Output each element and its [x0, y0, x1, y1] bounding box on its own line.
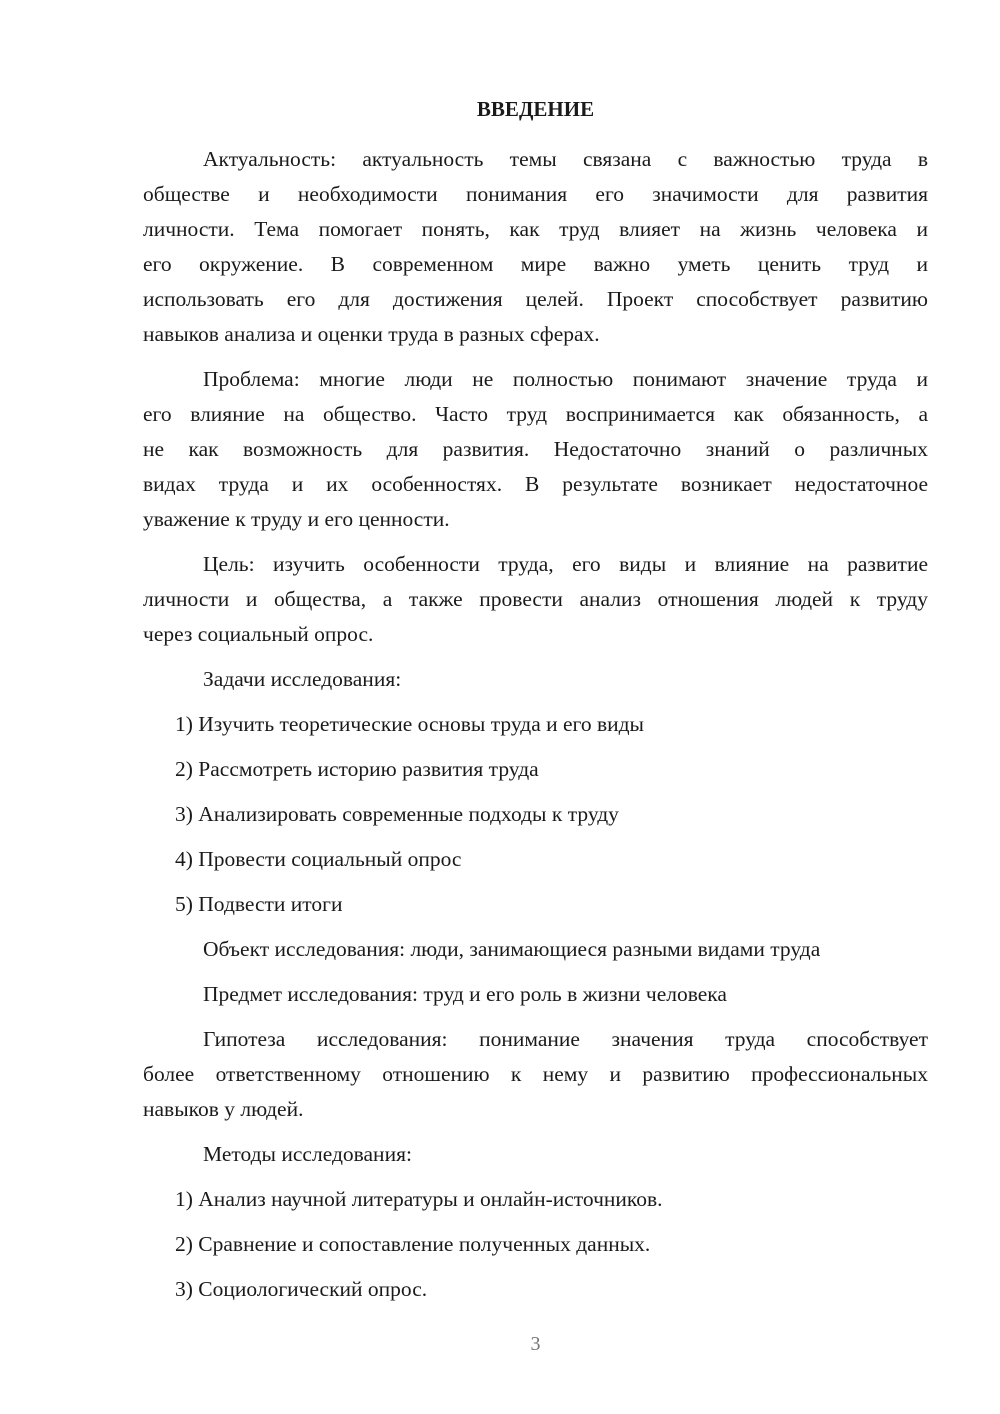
list-item	[143, 1227, 928, 1262]
paragraph	[143, 1137, 928, 1172]
text-line: уважение к труду и его ценности.	[143, 507, 450, 531]
paragraph	[143, 362, 928, 537]
text-line: Гипотеза исследования: понимание значения труда способствует	[203, 1027, 928, 1051]
list-item	[143, 887, 928, 922]
paragraph	[143, 977, 928, 1012]
text-line: Объект исследования: люди, занимающиеся разными видами труда	[203, 937, 821, 961]
text-line: навыков анализа и оценки труда в разных сферах.	[143, 322, 600, 346]
text-line: через социальный опрос.	[143, 622, 374, 646]
text-line: 1) Изучить теоретические основы труда и его виды	[175, 712, 644, 736]
document-page	[143, 92, 928, 1307]
paragraph	[143, 1022, 928, 1127]
text-line: 2) Сравнение и сопоставление полученных данных.	[175, 1232, 651, 1256]
list-item	[143, 752, 928, 787]
paragraph	[143, 662, 928, 697]
text-line: Методы исследования:	[203, 1142, 412, 1166]
text-line: Проблема: многие люди не полностью понимают значение труда и	[203, 367, 928, 391]
text-line: личности. Тема помогает понять, как труд влияет на жизнь человека и	[143, 217, 928, 241]
paragraph	[143, 547, 928, 652]
section-title: ВВЕДЕНИЕ	[476, 97, 595, 121]
text-line: не как возможность для развития. Недостаточно знаний о различных	[143, 437, 928, 461]
text-line: Цель: изучить особенности труда, его виды и влияние на развитие	[203, 552, 928, 576]
text-line: 3) Анализировать современные подходы к труду	[175, 802, 619, 826]
text-line: использовать его для достижения целей. Проект способствует развитию	[143, 287, 928, 311]
document-body	[143, 142, 928, 1307]
text-line: более ответственному отношению к нему и развитию профессиональных	[143, 1062, 928, 1086]
list-item	[143, 842, 928, 877]
list-item	[143, 1272, 928, 1307]
text-line: личности и общества, а также провести анализ отношения людей к труду	[143, 587, 928, 611]
paragraph	[143, 142, 928, 352]
list-item	[143, 707, 928, 742]
text-line: Задачи исследования:	[203, 667, 402, 691]
text-line: Актуальность: актуальность темы связана с важностью труда в	[203, 147, 928, 171]
text-line: 3) Социологический опрос.	[175, 1277, 428, 1301]
text-line: 5) Подвести итоги	[175, 892, 343, 916]
text-line: его влияние на общество. Часто труд воспринимается как обязанность, а	[143, 402, 928, 426]
text-line: 4) Провести социальный опрос	[175, 847, 462, 871]
text-line: его окружение. В современном мире важно уметь ценить труд и	[143, 252, 928, 276]
text-line: видах труда и их особенностях. В результате возникает недостаточное	[143, 472, 928, 496]
text-line: 1) Анализ научной литературы и онлайн-источников.	[175, 1187, 663, 1211]
text-line: Предмет исследования: труд и его роль в жизни человека	[203, 982, 727, 1006]
page-number: 3	[530, 1333, 541, 1355]
text-line: 2) Рассмотреть историю развития труда	[175, 757, 539, 781]
paragraph	[143, 932, 928, 967]
text-line: обществе и необходимости понимания его значимости для развития	[143, 182, 928, 206]
list-item	[143, 1182, 928, 1217]
list-item	[143, 797, 928, 832]
text-line: навыков у людей.	[143, 1097, 304, 1121]
